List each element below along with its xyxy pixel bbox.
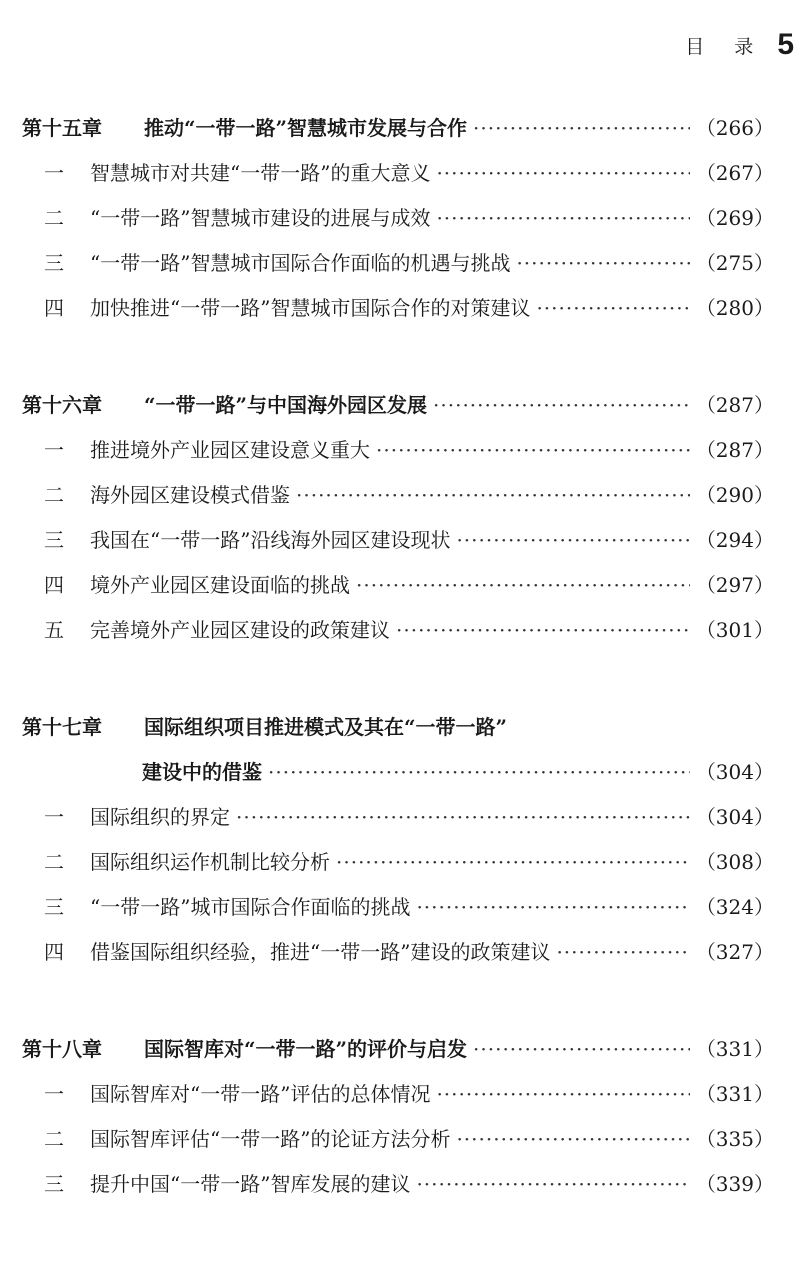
dot-leader [556, 930, 689, 975]
page-ref: （294） [695, 528, 774, 552]
dot-leader [456, 1117, 689, 1162]
chapter-label: 第十六章 [22, 393, 102, 417]
page-ref: （280） [695, 296, 774, 320]
chapter-heading[interactable] [22, 705, 774, 750]
section-title: 借鉴国际组织经验，推进“一带一路”建设的政策建议 [90, 940, 551, 964]
page-ref: （324） [695, 895, 774, 919]
section-title: 我国在“一带一路”沿线海外园区建设现状 [90, 528, 451, 552]
chapter-title-continued: 建设中的借鉴 [142, 760, 262, 784]
toc-section-row[interactable] [22, 428, 774, 473]
dot-leader [433, 383, 690, 428]
chapter-heading[interactable] [22, 1027, 774, 1072]
section-number: 三 [44, 528, 64, 552]
toc-section-row[interactable] [22, 1072, 774, 1117]
page-ref: （304） [695, 805, 774, 829]
section-number: 一 [44, 161, 64, 185]
toc-section-row[interactable] [22, 885, 774, 930]
dot-leader [416, 885, 689, 930]
section-number: 二 [44, 1127, 64, 1151]
page-ref: （327） [695, 940, 774, 964]
section-number: 五 [44, 618, 64, 642]
section-number: 三 [44, 895, 64, 919]
toc-section-row[interactable] [22, 563, 774, 608]
page-ref: （335） [695, 1127, 774, 1151]
dot-leader [473, 1027, 690, 1072]
section-title: 智慧城市对共建“一带一路”的重大意义 [90, 161, 431, 185]
toc-section-row[interactable] [22, 795, 774, 840]
page-ref: （304） [695, 760, 774, 784]
dot-leader [516, 241, 689, 286]
toc-section-row[interactable] [22, 1162, 774, 1207]
toc-section-row[interactable] [22, 608, 774, 653]
chapter-label: 第十五章 [22, 116, 102, 140]
dot-leader [436, 1072, 689, 1117]
section-title: 加快推进“一带一路”智慧城市国际合作的对策建议 [90, 296, 531, 320]
toc-section-row[interactable] [22, 473, 774, 518]
dot-leader [473, 106, 690, 151]
dot-leader [536, 286, 689, 331]
page-ref: （275） [695, 251, 774, 275]
section-title: 国际组织的界定 [90, 805, 230, 829]
page-ref: （287） [695, 438, 774, 462]
chapter-label: 第十八章 [22, 1037, 102, 1061]
page-ref: （339） [695, 1172, 774, 1196]
chapter-title: 国际组织项目推进模式及其在“一带一路” [144, 715, 508, 739]
toc-chapter-17 [22, 705, 774, 975]
running-header [685, 22, 794, 62]
dot-leader [416, 1162, 689, 1207]
dot-leader [268, 750, 690, 795]
section-title: 境外产业园区建设面临的挑战 [90, 573, 350, 597]
toc-section-row[interactable] [22, 930, 774, 975]
dot-leader [356, 563, 690, 608]
section-number: 一 [44, 438, 64, 462]
section-number: 二 [44, 206, 64, 230]
section-title: 海外园区建设模式借鉴 [90, 483, 290, 507]
dot-leader [336, 840, 690, 885]
page-ref: （269） [695, 206, 774, 230]
chapter-title: 推动“一带一路”智慧城市发展与合作 [144, 116, 468, 140]
section-title: 国际智库评估“一带一路”的论证方法分析 [90, 1127, 451, 1151]
page-ref: （290） [695, 483, 774, 507]
table-of-contents [22, 106, 774, 1259]
dot-leader [376, 428, 690, 473]
toc-chapter-18 [22, 1027, 774, 1207]
dot-leader [436, 151, 689, 196]
chapter-label: 第十七章 [22, 715, 102, 739]
toc-section-row[interactable] [22, 840, 774, 885]
section-title: 国际智库对“一带一路”评估的总体情况 [90, 1082, 431, 1106]
toc-section-row[interactable] [22, 1117, 774, 1162]
dot-leader [396, 608, 690, 653]
section-number: 四 [44, 296, 64, 320]
section-number: 一 [44, 1082, 64, 1106]
page-ref: （297） [695, 573, 774, 597]
chapter-heading[interactable] [22, 106, 774, 151]
page-ref: （267） [695, 161, 774, 185]
toc-section-row[interactable] [22, 151, 774, 196]
chapter-heading[interactable] [22, 383, 774, 428]
section-number: 三 [44, 251, 64, 275]
section-number: 三 [44, 1172, 64, 1196]
page-ref: （331） [695, 1037, 774, 1061]
section-title: 提升中国“一带一路”智库发展的建议 [90, 1172, 411, 1196]
section-number: 四 [44, 573, 64, 597]
section-title: “一带一路”城市国际合作面临的挑战 [90, 895, 411, 919]
page-ref: （266） [695, 116, 774, 140]
toc-section-row[interactable] [22, 241, 774, 286]
section-number: 一 [44, 805, 64, 829]
section-title: “一带一路”智慧城市建设的进展与成效 [90, 206, 431, 230]
dot-leader [436, 196, 689, 241]
section-title: “一带一路”智慧城市国际合作面临的机遇与挑战 [90, 251, 511, 275]
section-number: 四 [44, 940, 64, 964]
page-ref: （331） [695, 1082, 774, 1106]
toc-chapter-15 [22, 106, 774, 331]
page-number: 5 [777, 28, 794, 61]
chapter-heading-continued[interactable] [22, 750, 774, 795]
section-number: 二 [44, 483, 64, 507]
toc-section-row[interactable] [22, 286, 774, 331]
section-title: 推进境外产业园区建设意义重大 [90, 438, 370, 462]
section-title: 国际组织运作机制比较分析 [90, 850, 330, 874]
chapter-title: “一带一路”与中国海外园区发展 [144, 393, 428, 417]
dot-leader [456, 518, 689, 563]
toc-section-row[interactable] [22, 518, 774, 563]
chapter-title: 国际智库对“一带一路”的评价与启发 [144, 1037, 468, 1061]
toc-section-row[interactable] [22, 196, 774, 241]
page-ref: （301） [695, 618, 774, 642]
page-ref: （308） [695, 850, 774, 874]
toc-chapter-16 [22, 383, 774, 653]
dot-leader [236, 795, 690, 840]
running-header-title: 目录 [685, 36, 784, 58]
section-number: 二 [44, 850, 64, 874]
page-ref: （287） [695, 393, 774, 417]
section-title: 完善境外产业园区建设的政策建议 [90, 618, 390, 642]
dot-leader [296, 473, 690, 518]
